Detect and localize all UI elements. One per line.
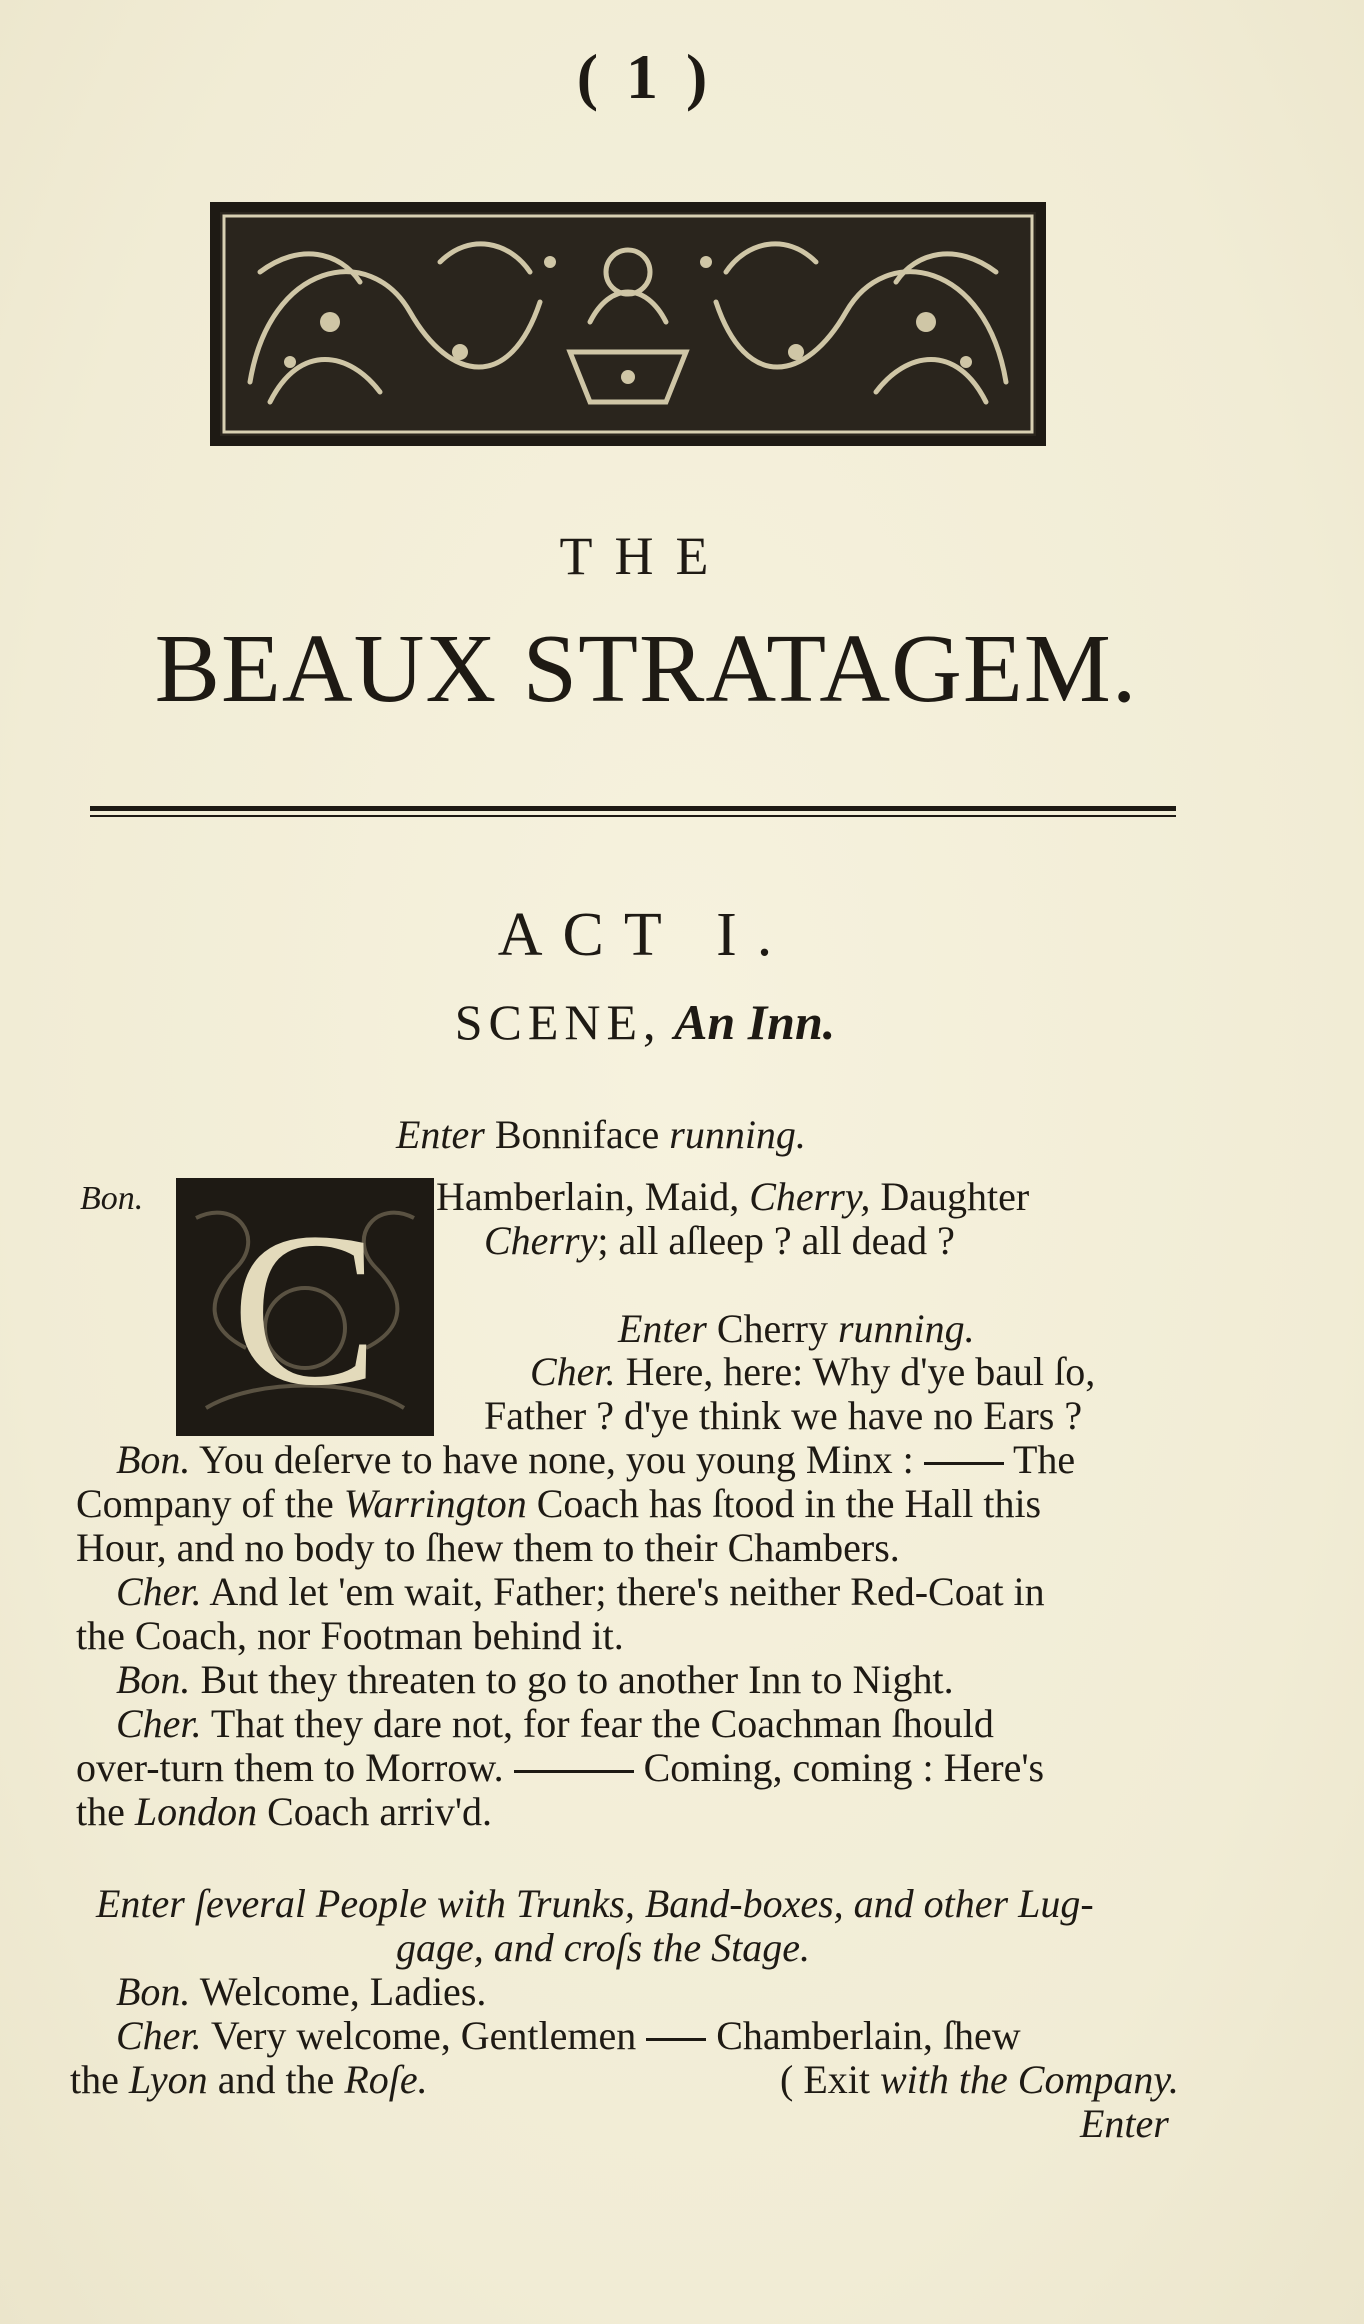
speaker-label: Cher. (530, 1349, 616, 1394)
speech-bon-2-line-3: Hour, and no body to ſhew them to their Chambers. (76, 1525, 900, 1570)
ornament-headpiece-icon (210, 202, 1046, 446)
stage-direction-exit: ( Exit with the Company. (780, 2057, 1179, 2102)
speech-cher-1-line-2: Father ? d'ye think we have no Ears ? (484, 1393, 1083, 1438)
em-dash-rule (924, 1462, 1004, 1465)
stage-direction-several-people-line-2: gage, and croſs the Stage. (396, 1925, 811, 1970)
stage-direction-enter-cherry: Enter Cherry running. (618, 1306, 975, 1351)
speech-cher-3-line-1: Cher. That they dare not, for fear the Coachman ſhould (116, 1701, 994, 1746)
speech-cher-3-line-3: the London Coach arriv'd. (76, 1789, 493, 1834)
em-dash-rule (514, 1770, 634, 1773)
title-rule-thick (90, 806, 1176, 811)
title-rule-thin (90, 815, 1176, 817)
speaker-label: Cher. (116, 2013, 202, 2058)
speech-bon-2-line-1: Bon. You deſerve to have none, you young Minx : The (116, 1437, 1076, 1482)
stage-direction-enter-bonniface (396, 1113, 806, 1157)
speaker-label: Cher. (116, 1701, 202, 1746)
speech-bon-4-line-1: Bon. Welcome, Ladies. (116, 1969, 487, 2014)
stage-direction-action: running. (669, 1112, 806, 1157)
speech-bon-1-line-1: Hamberlain, Maid, Cherry, Daughter (436, 1174, 1030, 1219)
scene-heading (0, 993, 1290, 1051)
speech-cher-1-line-1: Cher. Here, here: Why d'ye baul ſo, (530, 1349, 1096, 1394)
speech-cher-2-line-2: the Coach, nor Footman behind it. (76, 1613, 624, 1658)
speech-bon-2-line-2: Company of the Warrington Coach has ſtood in the Hall this (76, 1481, 1042, 1526)
speaker-label: Bon. (116, 1969, 191, 2014)
speech-cher-4-line-1: Cher. Very welcome, Gentlemen Chamberlain, ſhew (116, 2013, 1021, 2058)
speaker-label: Bon. (80, 1180, 144, 1217)
speech-bon-3-line-1: Bon. But they threaten to go to another Inn to Night. (116, 1657, 954, 1702)
speech-cher-4-line-2: the Lyon and the Roſe. (70, 2057, 428, 2102)
catchword: Enter (1080, 2101, 1169, 2146)
speaker-label: Bon. (116, 1657, 191, 1702)
page-number: ( 1 ) (576, 41, 714, 112)
speech-bon-1-line-2: Cherry; all aſleep ? all dead ? (484, 1218, 955, 1263)
stage-direction-several-people-line-1: Enter ſeveral People with Trunks, Band-boxes, and other Lug- (96, 1881, 1094, 1926)
title-the: THE (559, 526, 731, 586)
speech-cher-2-line-1: Cher. And let 'em wait, Father; there's neither Red-Coat in (116, 1569, 1045, 1614)
scene-location: An Inn. (674, 994, 836, 1050)
em-dash-rule (646, 2038, 706, 2041)
speech-cher-3-line-2: over-turn them to Morrow. Coming, coming : Here's (76, 1745, 1045, 1790)
dropcap-c-icon (176, 1178, 434, 1436)
stage-direction-word: Enter (396, 1112, 485, 1157)
speaker-label: Cher. (116, 1569, 202, 1614)
character-name: Bonniface (494, 1112, 660, 1157)
svg-text:C: C (231, 1187, 379, 1431)
act-heading: ACT I. (497, 901, 793, 969)
speaker-label: Bon. (116, 1437, 191, 1482)
scene-label: SCENE, (454, 994, 662, 1050)
play-title: BEAUX STRATAGEM. (154, 615, 1138, 723)
